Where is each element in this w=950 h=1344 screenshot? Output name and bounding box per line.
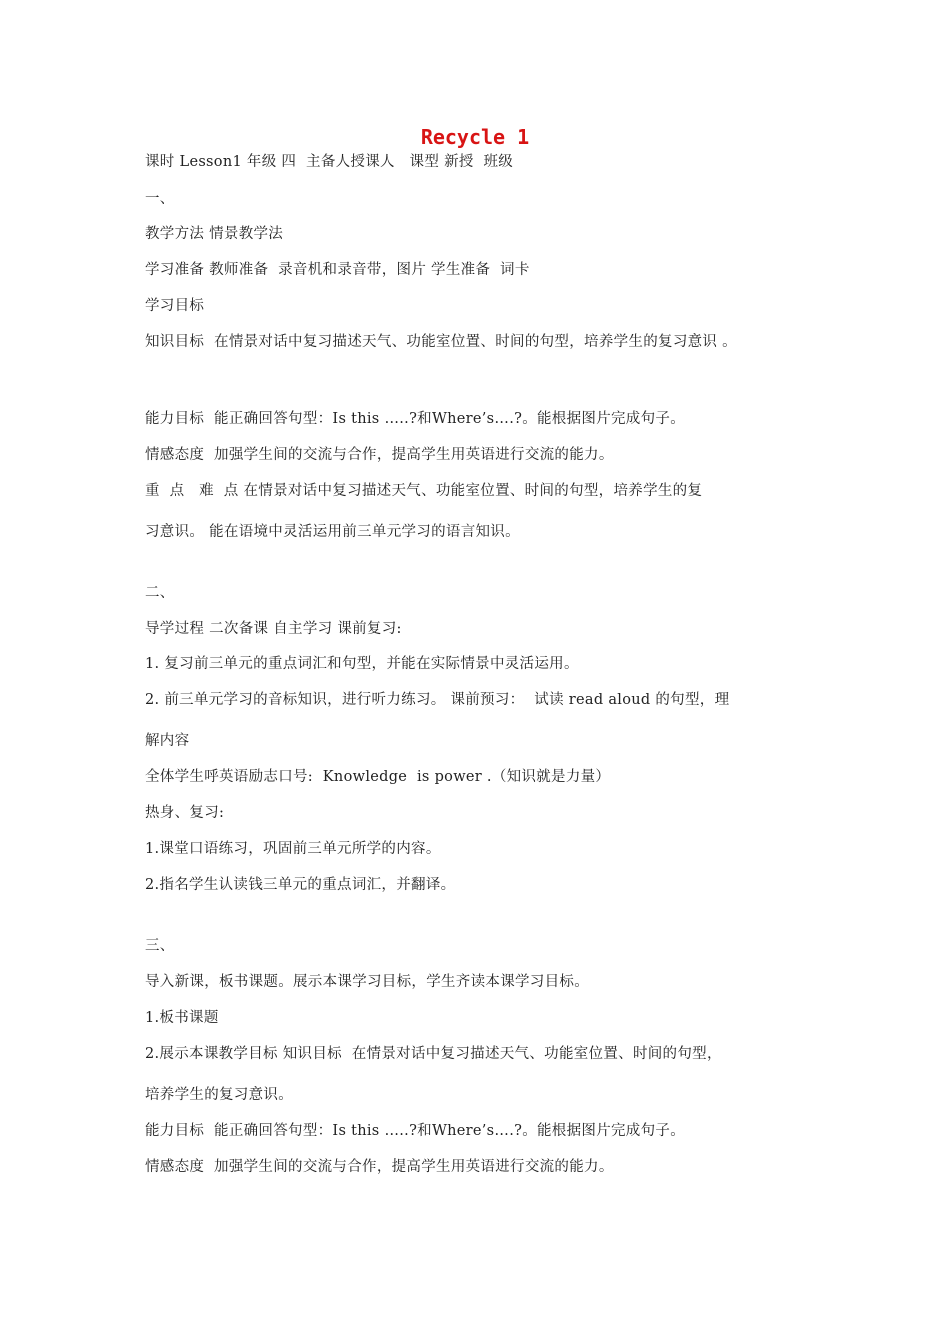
lesson-item-2-line-2: 培养学生的复习意识。 (145, 1087, 293, 1103)
document-title: Recycle 1 (420, 125, 530, 149)
review-item-2-line-1: 2. 前三单元学习的音标知识，进行听力练习。 课前预习： 试读 read aloud 的句型，理 (145, 692, 730, 708)
warmup-item-1: 1.课堂口语练习，巩固前三单元所学的内容。 (145, 841, 441, 857)
learning-preparation: 学习准备 教师准备 录音机和录音带，图片 学生准备 词卡 (145, 262, 530, 278)
section-3-ability-goal: 能力目标 能正确回答句型：Is this …..?和Where’s….?。能根据图片完成句子。 (145, 1123, 686, 1139)
learning-goals-heading: 学习目标 (145, 298, 205, 314)
header-line: 课时 Lesson1 年级 四 主备人授课人 课型 新授 班级 (145, 154, 514, 170)
warmup-item-2: 2.指名学生认读钱三单元的重点词汇，并翻译。 (145, 877, 456, 893)
section-3-heading: 三、 (145, 938, 175, 954)
warmup-heading: 热身、复习: (145, 805, 225, 821)
review-item-1: 1. 复习前三单元的重点词汇和句型，并能在实际情景中灵活运用。 (145, 656, 579, 672)
key-points-line-2: 习意识。 能在语境中灵活运用前三单元学习的语言知识。 (145, 524, 520, 540)
knowledge-goal: 知识目标 在情景对话中复习描述天气、功能室位置、时间的句型，培养学生的复习意识 。 (145, 334, 737, 350)
lesson-item-2-line-1: 2.展示本课教学目标 知识目标 在情景对话中复习描述天气、功能室位置、时间的句型， (145, 1046, 722, 1062)
section-2-heading: 二、 (145, 585, 175, 601)
new-lesson-intro: 导入新课，板书课题。展示本课学习目标，学生齐读本课学习目标。 (145, 974, 589, 990)
guided-process: 导学过程 二次备课 自主学习 课前复习: (145, 621, 402, 637)
emotion-goal: 情感态度 加强学生间的交流与合作，提高学生用英语进行交流的能力。 (145, 447, 614, 463)
key-points-line-1: 重 点 难 点 在情景对话中复习描述天气、功能室位置、时间的句型，培养学生的复 (145, 483, 703, 499)
review-item-2-line-2: 解内容 (145, 733, 190, 749)
section-1-heading: 一、 (145, 191, 175, 207)
section-3-emotion-goal: 情感态度 加强学生间的交流与合作，提高学生用英语进行交流的能力。 (145, 1159, 614, 1175)
ability-goal: 能力目标 能正确回答句型：Is this …..?和Where’s….?。能根据图片完成句子。 (145, 411, 686, 427)
english-slogan: 全体学生呼英语励志口号: Knowledge is power .（知识就是力量） (145, 769, 611, 785)
teaching-method: 教学方法 情景教学法 (145, 226, 284, 242)
lesson-item-1: 1.板书课题 (145, 1010, 219, 1026)
